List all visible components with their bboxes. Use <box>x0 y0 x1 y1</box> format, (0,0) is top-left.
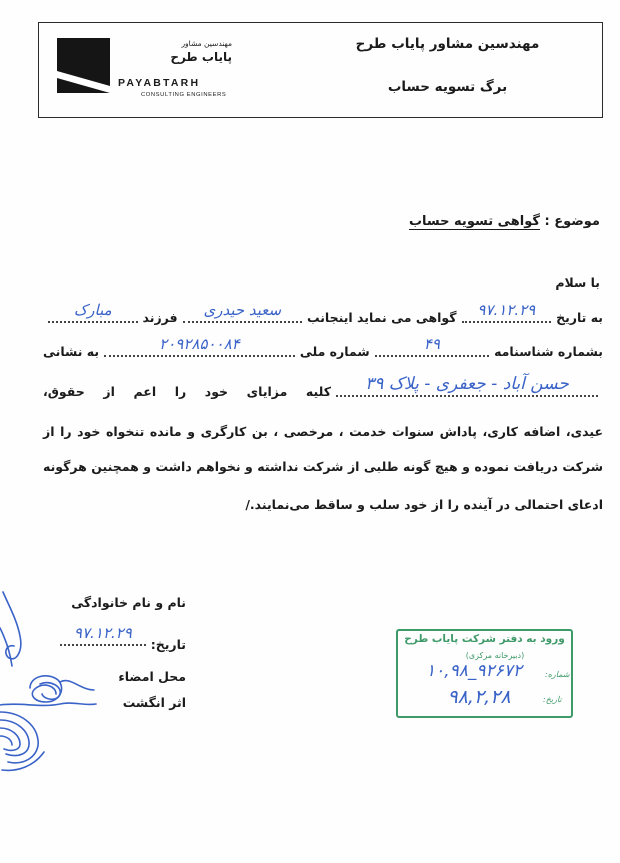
stamp-number-handwritten-value: ۱۰,۹۸_۹۲۶۷۲ <box>425 661 523 681</box>
id-number-handwritten-value: ۴۹ <box>423 335 440 353</box>
footer-date-handwritten-value: ۹۷.۱۲.۲۹ <box>73 624 132 642</box>
id-number-field <box>375 335 489 357</box>
logo-firm-name: پایاب طرح <box>170 50 232 64</box>
subject-line <box>409 211 600 233</box>
logo-english-name: PAYABTARH <box>118 77 201 89</box>
certify-text: گواهی می نماید اینجانب <box>307 310 457 325</box>
logo-english-subtitle: CONSULTING ENGINEERS <box>141 92 227 98</box>
national-code-label: شماره ملی <box>299 344 370 359</box>
date-handwritten-value: ۹۷.۱۲.۲۹ <box>477 301 536 319</box>
full-name-label: نام و نام خانوادگی <box>71 595 186 610</box>
footer-date-row <box>55 624 186 652</box>
body-line-5: شرکت دریافت نموده و هیچ گونه طلبی از شرکت نداشته و نخواهم داشت و همچنین هرگونه <box>43 459 603 474</box>
father-name-handwritten-value: مبارک <box>73 301 112 319</box>
stamp-subtitle: (دبیرخانه مرکزی) <box>465 651 525 660</box>
logo-firm-type: مهندسین مشاور <box>181 39 232 48</box>
body-line-4: عیدی، اضافه کاری، پاداش سنوات خدمت ، مرخصی ، بن کارگری و مانده تنخواه خود را از <box>43 424 603 439</box>
body-line-2 <box>43 335 603 363</box>
footer-date-field <box>60 624 146 646</box>
name-field <box>183 301 302 323</box>
address-field <box>336 374 598 397</box>
greeting: با سلام <box>555 275 600 290</box>
subject-label: موضوع : <box>544 214 600 229</box>
logo-mark <box>57 38 110 93</box>
body-line-6: ادعای احتمالی در آینده را از خود سلب و ساقط می‌نمایند./ <box>245 497 603 512</box>
signature-label: محل امضاء <box>118 669 186 684</box>
body-line-3 <box>43 374 603 403</box>
address-handwritten-value: حسن آباد - جعفری - پلاک ۳۹ <box>365 374 569 394</box>
company-name: مهندسین مشاور پایاب طرح <box>355 36 540 52</box>
footer-date-label: تاریخ: <box>150 637 186 652</box>
subject-value: گواهی تسویه حساب <box>408 214 540 229</box>
stamp-title: ورود به دفتر شرکت پایاب طرح <box>404 633 565 645</box>
child-of-label: فرزند <box>142 310 178 325</box>
form-title: برگ تسویه حساب <box>387 79 508 95</box>
fingerprint-label: اثر انگشت <box>122 695 186 710</box>
father-name-field <box>48 301 138 323</box>
stamp-date-label: تاریخ: <box>543 695 562 704</box>
name-handwritten-value: سعید حیدری <box>203 301 282 319</box>
date-field <box>462 301 552 323</box>
national-code-handwritten-value: ۲۰۹۲۸۵۰۰۸۴ <box>159 335 240 353</box>
benefits-text: کلیه مزایای خود را اعم از حقوق، <box>43 384 331 399</box>
date-label: به تاریخ <box>556 310 603 325</box>
stamp-date-handwritten-value: ۹۸,۲,۲۸ <box>447 686 511 708</box>
id-number-label: بشماره شناسنامه <box>494 344 603 359</box>
address-label: به نشانی <box>43 344 100 359</box>
stamp-number-label: شماره: <box>545 670 570 679</box>
national-code-field <box>104 335 295 357</box>
body-line-1 <box>43 301 603 329</box>
